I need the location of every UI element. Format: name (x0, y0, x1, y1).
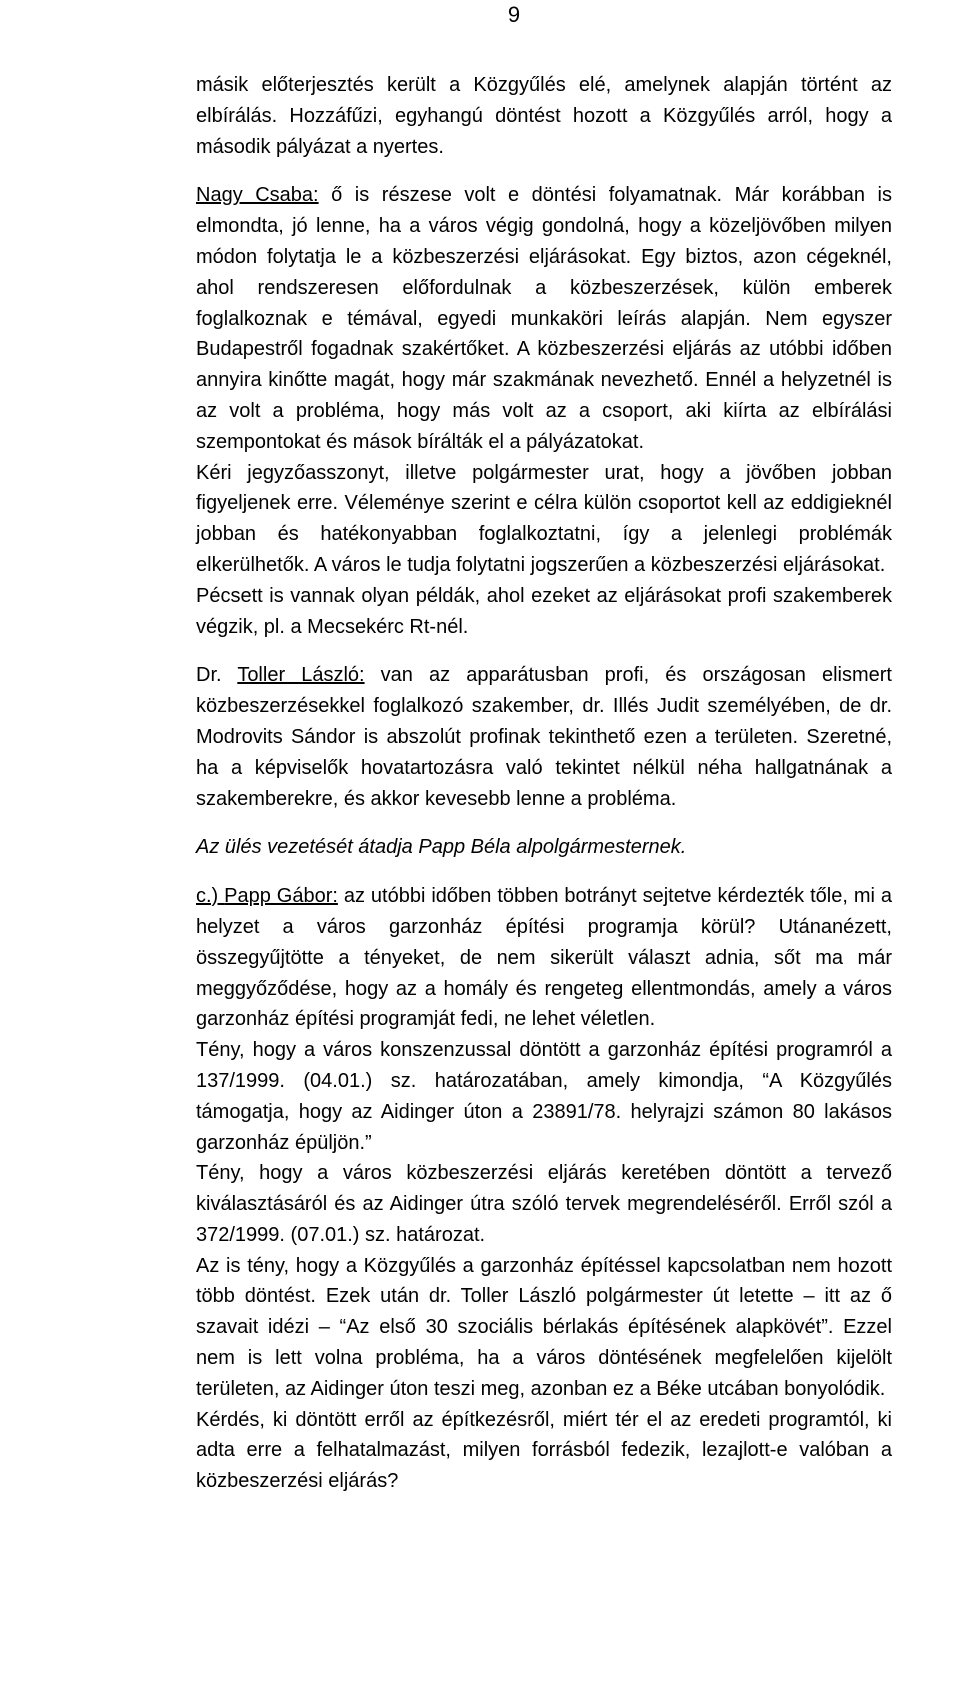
page-number: 9 (507, 2, 521, 27)
paragraph-text: ő is részese volt e döntési folyamatnak. Már korábban is elmondta, jó lenne, ha a város végig gondolná, hogy a közeljövőben milyen módon folytatja le a közbeszerzési eljárásokat. Egy biztos, azon cégeknél, ahol rendszeresen előfordulnak a közbeszerzések, külön emberek foglalkoznak e témával, egyedi munkaköri leírás alapján. Nem egyszer Budapestről fogadnak szakértőket. A közbeszerzési eljárás az utóbbi időben annyira kinőtte magát, hogy már szakmának nevezhető. Ennél a helyzetnél is az volt a probléma, hogy más volt az a csoport, aki kiírta az elbírálási szempontokat és mások bírálták el a pályázatokat. (196, 184, 892, 453)
paragraph-text: az utóbbi időben többen botrányt sejtetve kérdezték tőle, mi a helyzet a város garzonház építési programja körül? Utánanézett, összegyűjtötte a tényeket, de nem sikerült választ adnia, sőt ma már meggyőződése, hogy az a homály és rengeteg ellentmondás, amely a város garzonház építési programját fedi, ne lehet véletlen. (196, 885, 892, 1031)
paragraph-text: van az apparátusban profi, és országosan elismert közbeszerzésekkel foglalkozó szakember, dr. Illés Judit személyében, de dr. Modrovits Sándor is abszolút profinak tekinthető ezen a területen. Szeretné, ha a képviselők hovatartozásra való tekintet nélkül néha hallgatnának a szakemberekre, és akkor kevesebb lenne a probléma. (196, 664, 892, 810)
paragraph-text: Kérdés, ki döntött erről az építkezésről, miért tér el az eredeti programtól, ki adta erre a felhatalmazást, milyen forrásból fedezik, lezajlott-e valóban a közbeszerzési eljárás? (196, 1408, 892, 1493)
speaker-prefix: Dr. (196, 664, 238, 687)
paragraph-kerdes (196, 1405, 892, 1497)
paragraph-pecsett (196, 581, 892, 643)
paragraph-text: másik előterjesztés került a Közgyűlés elé, amelynek alapján történt az elbírálás. Hozzáfűzi, egyhangú döntést hozott a Közgyűlés arról, hogy a második pályázat a nyertes. (196, 74, 892, 158)
paragraph-session-handover (196, 832, 892, 863)
paragraph-teny-2 (196, 1158, 892, 1250)
paragraph-nagy-csaba (196, 180, 892, 457)
paragraph-text: Kéri jegyzőasszonyt, illetve polgármester urat, hogy a jövőben jobban figyeljenek erre. Véleménye szerint e célra külön csoportot kell az eddigieknél jobban és hatékonyabban foglalkoztatni, így a jelenlegi problémák elkerülhetők. A város le tudja folytatni jogszerűen a közbeszerzési eljárásokat. (196, 461, 892, 576)
paragraph-text: Az ülés vezetését átadja Papp Béla alpolgármesternek. (196, 836, 687, 859)
paragraph-teny-3 (196, 1251, 892, 1405)
speaker-name: Papp Gábor: (224, 885, 338, 908)
paragraph-teny-1 (196, 1035, 892, 1158)
speaker-prefix: c.) (196, 885, 225, 908)
paragraph-keri (196, 458, 892, 581)
paragraph-toller-laszlo (196, 660, 892, 814)
paragraph-text: Pécsett is vannak olyan példák, ahol ezeket az eljárásokat profi szakemberek végzik, pl. a Mecsekérc Rt-nél. (196, 584, 892, 638)
paragraph-papp-gabor (196, 881, 892, 1035)
document-body (196, 70, 892, 1497)
paragraph-text: Az is tény, hogy a Közgyűlés a garzonház építéssel kapcsolatban nem hozott több döntést. Ezek után dr. Toller László polgármester út letette – itt az ő szavait idézi – “Az első 30 szociális bérlakás építésének alapkövét”. Ezzel nem is lett volna probléma, ha a város döntésének megfelelően kijelölt területen, az Aidinger úton teszi meg, azonban ez a Béke utcában bonyolódik. (196, 1254, 892, 1400)
paragraph-text: Tény, hogy a város közbeszerzési eljárás keretében döntött a tervező kiválasztásáról és az Aidinger útra szóló tervek megrendeléséről. Erről szól a 372/1999. (07.01.) sz. határozat. (196, 1162, 892, 1246)
speaker-name: Nagy Csaba: (196, 184, 319, 207)
speaker-name: Toller László: (237, 664, 365, 687)
paragraph-intro (196, 70, 892, 162)
paragraph-text: Tény, hogy a város konszenzussal döntött a garzonház építési programról a 137/1999. (04.01.) sz. határozatában, amely kimondja, “A Közgyűlés támogatja, hogy az Aidinger úton a 23891/78. helyrajzi számon 80 lakásos garzonház épüljön.” (196, 1039, 892, 1154)
